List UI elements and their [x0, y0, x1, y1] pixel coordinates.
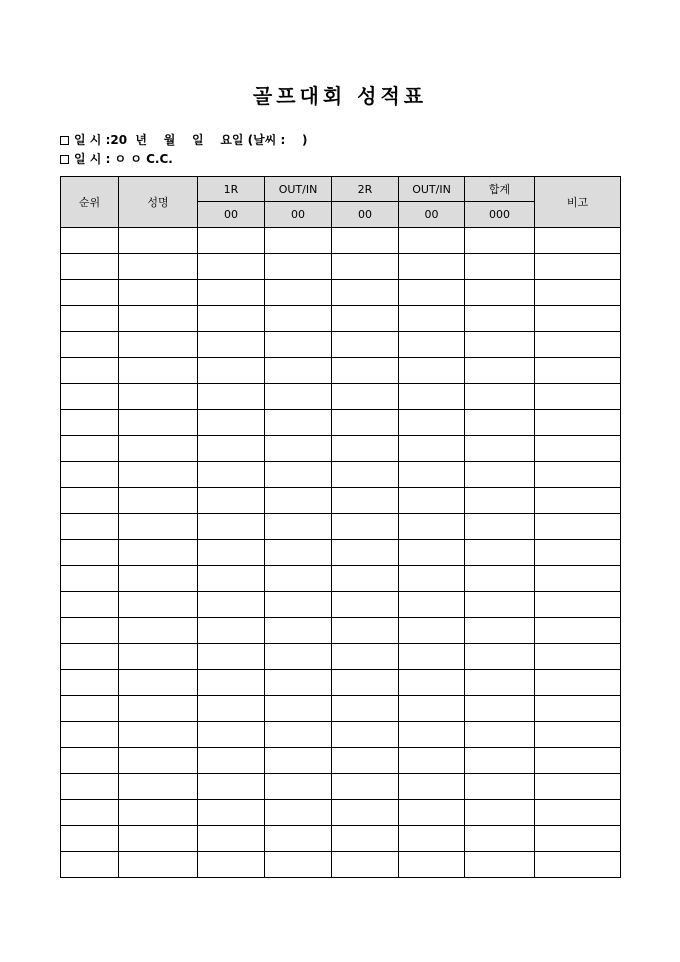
cell-round2[interactable]: [332, 644, 399, 670]
cell-total[interactable]: [465, 280, 535, 306]
cell-rank[interactable]: [61, 358, 119, 384]
header-outin2: OUT/IN: [399, 177, 465, 202]
cell-outin1[interactable]: [265, 800, 332, 826]
cell-name[interactable]: [119, 306, 198, 332]
cell-round2[interactable]: [332, 722, 399, 748]
cell-outin2[interactable]: [399, 800, 465, 826]
cell-note[interactable]: [535, 566, 621, 592]
cell-outin2[interactable]: [399, 306, 465, 332]
cell-outin2[interactable]: [399, 280, 465, 306]
cell-round2[interactable]: [332, 280, 399, 306]
cell-round1[interactable]: [198, 670, 265, 696]
cell-round2[interactable]: [332, 566, 399, 592]
cell-name[interactable]: [119, 618, 198, 644]
cell-name[interactable]: [119, 332, 198, 358]
cell-outin1[interactable]: [265, 670, 332, 696]
info-date-label: 일 시: [74, 133, 102, 147]
cell-name[interactable]: [119, 670, 198, 696]
cell-round1[interactable]: [198, 228, 265, 254]
info-venue-value: : ㅇ ㅇ C.C.: [105, 152, 173, 166]
cell-round2[interactable]: [332, 436, 399, 462]
cell-total[interactable]: [465, 384, 535, 410]
cell-note[interactable]: [535, 384, 621, 410]
cell-total[interactable]: [465, 462, 535, 488]
cell-name[interactable]: [119, 644, 198, 670]
cell-outin1[interactable]: [265, 410, 332, 436]
cell-outin2[interactable]: [399, 826, 465, 852]
cell-name[interactable]: [119, 514, 198, 540]
cell-note[interactable]: [535, 696, 621, 722]
cell-outin2[interactable]: [399, 462, 465, 488]
cell-rank[interactable]: [61, 696, 119, 722]
cell-note[interactable]: [535, 748, 621, 774]
cell-round1[interactable]: [198, 748, 265, 774]
cell-name[interactable]: [119, 852, 198, 878]
info-date-line: [60, 133, 308, 147]
cell-round1[interactable]: [198, 644, 265, 670]
cell-rank[interactable]: [61, 800, 119, 826]
cell-rank[interactable]: [61, 228, 119, 254]
cell-round1[interactable]: [198, 774, 265, 800]
cell-total[interactable]: [465, 748, 535, 774]
cell-outin2[interactable]: [399, 436, 465, 462]
cell-name[interactable]: [119, 228, 198, 254]
cell-total[interactable]: [465, 696, 535, 722]
cell-outin2[interactable]: [399, 852, 465, 878]
cell-name[interactable]: [119, 774, 198, 800]
cell-rank[interactable]: [61, 462, 119, 488]
cell-outin2[interactable]: [399, 644, 465, 670]
cell-note[interactable]: [535, 514, 621, 540]
cell-outin1[interactable]: [265, 774, 332, 800]
cell-note[interactable]: [535, 540, 621, 566]
cell-total[interactable]: [465, 826, 535, 852]
cell-total[interactable]: [465, 800, 535, 826]
page-title: 골프대회 성적표: [252, 84, 428, 108]
cell-rank[interactable]: [61, 644, 119, 670]
cell-round2[interactable]: [332, 748, 399, 774]
subheader-outin2: 00: [399, 202, 465, 228]
cell-round1[interactable]: [198, 800, 265, 826]
cell-round2[interactable]: [332, 228, 399, 254]
header-outin1: OUT/IN: [265, 177, 332, 202]
header-note: 비고: [535, 177, 621, 228]
cell-outin1[interactable]: [265, 826, 332, 852]
cell-outin1[interactable]: [265, 644, 332, 670]
cell-name[interactable]: [119, 722, 198, 748]
cell-round1[interactable]: [198, 514, 265, 540]
cell-outin1[interactable]: [265, 306, 332, 332]
cell-outin2[interactable]: [399, 592, 465, 618]
table-row: [61, 670, 621, 696]
cell-note[interactable]: [535, 722, 621, 748]
cell-round2[interactable]: [332, 592, 399, 618]
cell-round2[interactable]: [332, 696, 399, 722]
cell-note[interactable]: [535, 410, 621, 436]
table-row: [61, 358, 621, 384]
cell-rank[interactable]: [61, 306, 119, 332]
cell-outin2[interactable]: [399, 358, 465, 384]
cell-total[interactable]: [465, 358, 535, 384]
cell-round1[interactable]: [198, 254, 265, 280]
cell-rank[interactable]: [61, 254, 119, 280]
cell-outin2[interactable]: [399, 566, 465, 592]
cell-rank[interactable]: [61, 514, 119, 540]
cell-total[interactable]: [465, 332, 535, 358]
cell-note[interactable]: [535, 280, 621, 306]
cell-round2[interactable]: [332, 540, 399, 566]
cell-outin2[interactable]: [399, 410, 465, 436]
cell-total[interactable]: [465, 592, 535, 618]
table-row: [61, 254, 621, 280]
cell-rank[interactable]: [61, 670, 119, 696]
cell-name[interactable]: [119, 384, 198, 410]
table-row: [61, 410, 621, 436]
cell-total[interactable]: [465, 618, 535, 644]
cell-round2[interactable]: [332, 852, 399, 878]
cell-round1[interactable]: [198, 410, 265, 436]
cell-name[interactable]: [119, 748, 198, 774]
cell-outin1[interactable]: [265, 280, 332, 306]
cell-rank[interactable]: [61, 826, 119, 852]
cell-name[interactable]: [119, 436, 198, 462]
cell-name[interactable]: [119, 280, 198, 306]
cell-round2[interactable]: [332, 462, 399, 488]
info-venue-line: [60, 152, 173, 166]
cell-round2[interactable]: [332, 826, 399, 852]
cell-round1[interactable]: [198, 306, 265, 332]
table-row: [61, 722, 621, 748]
cell-name[interactable]: [119, 254, 198, 280]
cell-round2[interactable]: [332, 514, 399, 540]
cell-note[interactable]: [535, 436, 621, 462]
cell-round1[interactable]: [198, 696, 265, 722]
cell-rank[interactable]: [61, 592, 119, 618]
cell-note[interactable]: [535, 826, 621, 852]
cell-rank[interactable]: [61, 774, 119, 800]
cell-round2[interactable]: [332, 670, 399, 696]
table-row: [61, 514, 621, 540]
table-row: [61, 696, 621, 722]
cell-round1[interactable]: [198, 618, 265, 644]
header-rank: 순위: [61, 177, 119, 228]
table-row: [61, 306, 621, 332]
cell-round1[interactable]: [198, 358, 265, 384]
table-row: [61, 800, 621, 826]
table-row: [61, 852, 621, 878]
cell-outin2[interactable]: [399, 722, 465, 748]
cell-rank[interactable]: [61, 280, 119, 306]
cell-outin1[interactable]: [265, 228, 332, 254]
cell-rank[interactable]: [61, 748, 119, 774]
header-row: [61, 177, 621, 202]
cell-outin1[interactable]: [265, 566, 332, 592]
table-row: [61, 436, 621, 462]
cell-outin1[interactable]: [265, 592, 332, 618]
cell-rank[interactable]: [61, 722, 119, 748]
cell-name[interactable]: [119, 488, 198, 514]
cell-outin2[interactable]: [399, 696, 465, 722]
table-row: [61, 228, 621, 254]
cell-round2[interactable]: [332, 800, 399, 826]
cell-round2[interactable]: [332, 774, 399, 800]
table-row: [61, 384, 621, 410]
cell-outin1[interactable]: [265, 540, 332, 566]
cell-round1[interactable]: [198, 384, 265, 410]
cell-rank[interactable]: [61, 566, 119, 592]
cell-outin1[interactable]: [265, 852, 332, 878]
cell-round1[interactable]: [198, 592, 265, 618]
table-row: [61, 618, 621, 644]
cell-total[interactable]: [465, 566, 535, 592]
cell-total[interactable]: [465, 644, 535, 670]
cell-note[interactable]: [535, 306, 621, 332]
cell-name[interactable]: [119, 566, 198, 592]
cell-outin2[interactable]: [399, 488, 465, 514]
cell-round1[interactable]: [198, 436, 265, 462]
cell-round1[interactable]: [198, 332, 265, 358]
cell-note[interactable]: [535, 228, 621, 254]
cell-total[interactable]: [465, 488, 535, 514]
checkbox-icon: [60, 155, 69, 164]
cell-name[interactable]: [119, 826, 198, 852]
cell-outin2[interactable]: [399, 748, 465, 774]
cell-outin2[interactable]: [399, 384, 465, 410]
cell-outin1[interactable]: [265, 748, 332, 774]
cell-round2[interactable]: [332, 254, 399, 280]
cell-outin1[interactable]: [265, 254, 332, 280]
table-row: [61, 332, 621, 358]
cell-name[interactable]: [119, 592, 198, 618]
info-date-value: :20 년 월 일 요일 (날씨 : ): [105, 133, 308, 147]
cell-rank[interactable]: [61, 852, 119, 878]
cell-outin2[interactable]: [399, 540, 465, 566]
cell-total[interactable]: [465, 852, 535, 878]
cell-outin1[interactable]: [265, 696, 332, 722]
cell-outin1[interactable]: [265, 488, 332, 514]
checkbox-icon: [60, 136, 69, 145]
cell-round1[interactable]: [198, 722, 265, 748]
cell-note[interactable]: [535, 644, 621, 670]
cell-outin2[interactable]: [399, 618, 465, 644]
table-row: [61, 280, 621, 306]
cell-note[interactable]: [535, 800, 621, 826]
subheader-round2: 00: [332, 202, 399, 228]
header-round2: 2R: [332, 177, 399, 202]
cell-total[interactable]: [465, 436, 535, 462]
cell-outin1[interactable]: [265, 514, 332, 540]
subheader-outin1: 00: [265, 202, 332, 228]
cell-round1[interactable]: [198, 462, 265, 488]
cell-note[interactable]: [535, 852, 621, 878]
score-table: [60, 176, 621, 878]
cell-outin1[interactable]: [265, 332, 332, 358]
table-row: [61, 826, 621, 852]
cell-note[interactable]: [535, 462, 621, 488]
cell-name[interactable]: [119, 800, 198, 826]
cell-outin2[interactable]: [399, 670, 465, 696]
cell-total[interactable]: [465, 540, 535, 566]
cell-round1[interactable]: [198, 852, 265, 878]
cell-round2[interactable]: [332, 358, 399, 384]
cell-outin2[interactable]: [399, 332, 465, 358]
cell-round2[interactable]: [332, 410, 399, 436]
cell-rank[interactable]: [61, 410, 119, 436]
table-row: [61, 566, 621, 592]
cell-outin1[interactable]: [265, 722, 332, 748]
cell-outin2[interactable]: [399, 774, 465, 800]
cell-note[interactable]: [535, 774, 621, 800]
cell-rank[interactable]: [61, 436, 119, 462]
cell-outin1[interactable]: [265, 436, 332, 462]
header-name: 성명: [119, 177, 198, 228]
table-row: [61, 592, 621, 618]
cell-round2[interactable]: [332, 488, 399, 514]
score-table-body: [61, 228, 621, 878]
table-row: [61, 644, 621, 670]
cell-rank[interactable]: [61, 618, 119, 644]
cell-total[interactable]: [465, 410, 535, 436]
cell-total[interactable]: [465, 774, 535, 800]
cell-name[interactable]: [119, 696, 198, 722]
cell-round2[interactable]: [332, 306, 399, 332]
table-row: [61, 748, 621, 774]
cell-total[interactable]: [465, 722, 535, 748]
cell-round1[interactable]: [198, 488, 265, 514]
table-row: [61, 488, 621, 514]
cell-note[interactable]: [535, 618, 621, 644]
cell-name[interactable]: [119, 358, 198, 384]
table-row: [61, 774, 621, 800]
cell-outin2[interactable]: [399, 254, 465, 280]
cell-name[interactable]: [119, 462, 198, 488]
cell-rank[interactable]: [61, 332, 119, 358]
cell-rank[interactable]: [61, 540, 119, 566]
subheader-round1: 00: [198, 202, 265, 228]
cell-rank[interactable]: [61, 488, 119, 514]
cell-note[interactable]: [535, 254, 621, 280]
cell-round1[interactable]: [198, 280, 265, 306]
cell-note[interactable]: [535, 332, 621, 358]
cell-rank[interactable]: [61, 384, 119, 410]
table-row: [61, 462, 621, 488]
cell-note[interactable]: [535, 358, 621, 384]
header-total: 합계: [465, 177, 535, 202]
cell-round1[interactable]: [198, 566, 265, 592]
cell-outin1[interactable]: [265, 358, 332, 384]
cell-total[interactable]: [465, 254, 535, 280]
cell-total[interactable]: [465, 228, 535, 254]
cell-outin1[interactable]: [265, 618, 332, 644]
cell-round1[interactable]: [198, 540, 265, 566]
cell-round2[interactable]: [332, 332, 399, 358]
info-venue-label: 일 시: [74, 152, 102, 166]
cell-name[interactable]: [119, 410, 198, 436]
cell-name[interactable]: [119, 540, 198, 566]
header-round1: 1R: [198, 177, 265, 202]
cell-round2[interactable]: [332, 618, 399, 644]
table-row: [61, 540, 621, 566]
cell-outin2[interactable]: [399, 228, 465, 254]
cell-note[interactable]: [535, 670, 621, 696]
cell-total[interactable]: [465, 514, 535, 540]
cell-note[interactable]: [535, 488, 621, 514]
cell-total[interactable]: [465, 670, 535, 696]
cell-round2[interactable]: [332, 384, 399, 410]
cell-round1[interactable]: [198, 826, 265, 852]
subheader-total: 000: [465, 202, 535, 228]
cell-total[interactable]: [465, 306, 535, 332]
cell-outin2[interactable]: [399, 514, 465, 540]
cell-outin1[interactable]: [265, 384, 332, 410]
cell-note[interactable]: [535, 592, 621, 618]
cell-outin1[interactable]: [265, 462, 332, 488]
